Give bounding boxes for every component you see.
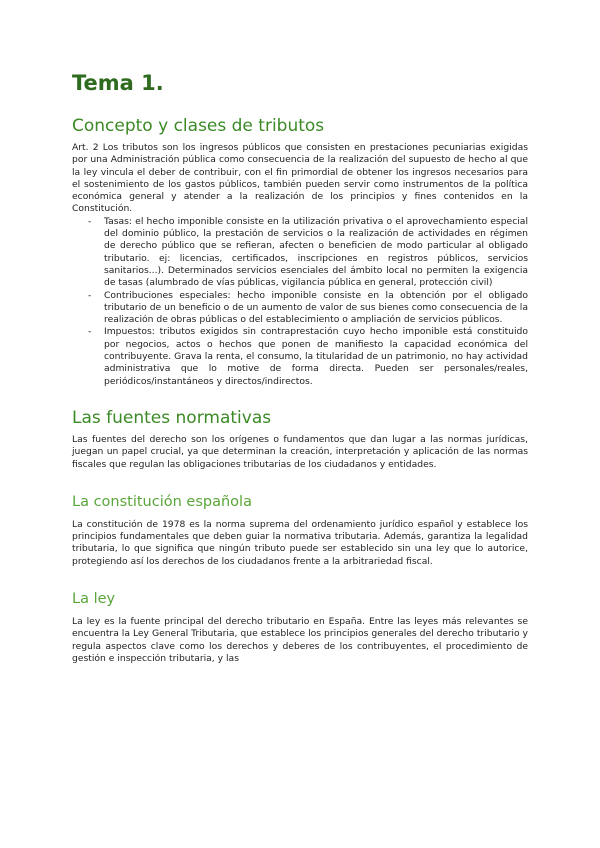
page-title: Tema 1. (72, 71, 164, 95)
list-item-contribuciones: - Contribuciones especiales: hecho imponible consiste en la obtención por el obligado tributario de un beneficio o de un aumento de valor de sus bienes como consecuencia de la realización de obras públicas o del establecimiento o ampliación de servicios públicos. (104, 290, 528, 327)
paragraph-ley: La ley es la fuente principal del derecho tributario en España. Entre las leyes más relevantes se encuentra la Ley General Tributaria, que establece los principios generales del derecho tributario y regula aspectos clave como los derechos y deberes de los contribuyentes, el procedimiento de gestión e inspección tributaria, y las (72, 616, 528, 664)
page-content (72, 68, 528, 685)
tributos-list (72, 216, 528, 388)
section-heading-fuentes: Las fuentes normativas (72, 407, 272, 428)
list-item-impuestos: - Impuestos: tributos exigidos sin contraprestación cuyo hecho imponible está constituido por negocios, actos o hechos que ponen de manifiesto la capacidad económica del contribuyente. Grava la renta, el consumo, la titularidad de un patrimonio, no hay actividad administrativa que lo motive de forma directa. Pueden ser personales/reales, periódicos/instantáneos y directos/indirectos. (104, 326, 528, 387)
paragraph-concepto: Art. 2 Los tributos son los ingresos públicos que consisten en prestaciones pecuniarias exigidas por una Administración pública como consecuencia de la realización del supuesto de hecho al que la ley vincula el deber de contribuir, con el fin primordial de obtener los ingresos necesarios para el sostenimiento de los gastos públicos, también pueden servir como instrumentos de la política económica general y atender a la realización de los principios y fines contenidos en la Constitución. (72, 142, 528, 215)
paragraph-constitucion: La constitución de 1978 es la norma suprema del ordenamiento jurídico español y establece los principios fundamentales que deben guiar la normativa tributaria. Además, garantiza la legalidad tributaria, lo que significa que ningún tributo puede ser establecido sin una ley que lo autorice, protegiendo así los derechos de los ciudadanos frente a la arbitrariedad fiscal. (72, 518, 528, 567)
paragraph-fuentes: Las fuentes del derecho son los orígenes o fundamentos que dan lugar a las normas jurídicas, juegan un papel crucial, ya que determinan la creación, interpretación y aplicación de las normas fiscales que regulan las obligaciones tributarias de los ciudadanos y entidades. (72, 433, 528, 470)
subsection-heading-ley: La ley (72, 591, 116, 608)
section-heading-concepto: Concepto y clases de tributos (72, 116, 325, 136)
subsection-heading-constitucion: La constitución española (72, 493, 252, 510)
list-item-tasas: - Tasas: el hecho imponible consiste en la utilización privativa o el aprovechamiento especial del dominio público, la prestación de servicios o la realización de actividades en régimen de derecho público que se refieran, afecten o beneficien de modo particular al obligado tributario. ej: licencias, certificados, inscripciones en registros públicos, servicios sanitarios...). Determinados servicios esenciales del ámbito local no permiten la exigencia de tasas (alumbrado de vías públicas, vigilancia pública en general, protección civil) (104, 216, 528, 290)
